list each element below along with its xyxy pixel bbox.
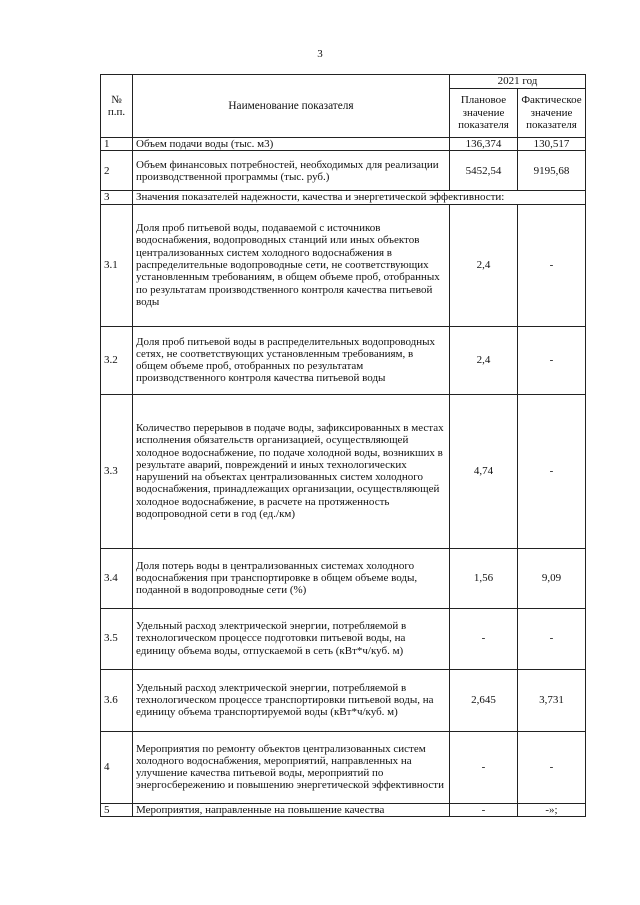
row-planned: - [450,803,518,816]
row-num: 4 [101,731,133,803]
row-actual: 130,517 [518,138,586,151]
table-row [101,394,586,548]
row-num: 3.5 [101,608,133,669]
row-planned: 2,645 [450,669,518,731]
header-planned: Плановое значение показателя [450,89,518,138]
row-name: Доля проб питьевой воды в распределительных водопроводных сетях, не соответствующих установленным требованиям, в общем объеме проб, отобранных по результатам производственного контроля качества питьевой воды [133,326,450,394]
table-row [101,731,586,803]
row-planned: 2,4 [450,204,518,326]
row-name: Объем финансовых потребностей, необходимых для реализации производственной программы (тыс. руб.) [133,151,450,191]
row-num: 1 [101,138,133,151]
row-planned: 2,4 [450,326,518,394]
row-name: Доля проб питьевой воды, подаваемой с источников водоснабжения, водопроводных станций или иных объектов централизованных систем холодного водоснабжения в распределительные водопроводные сети, не соответствующих установленным требованиям, в общем объеме проб, отобранных по результатам производственного контроля качества питьевой воды [133,204,450,326]
row-planned: - [450,608,518,669]
row-planned: 136,374 [450,138,518,151]
table-row [101,608,586,669]
row-planned: 5452,54 [450,151,518,191]
indicators-table [100,74,586,817]
row-num: 3.6 [101,669,133,731]
row-actual: 9,09 [518,548,586,608]
table-row [101,548,586,608]
row-name: Удельный расход электрической энергии, потребляемой в технологическом процессе транспортировки питьевой воды, на единицу объема транспортируемой воды (кВт*ч/куб. м) [133,669,450,731]
table-row [101,204,586,326]
header-actual: Фактическое значение показателя [518,89,586,138]
row-actual: - [518,204,586,326]
table-row-section [101,191,586,204]
header-name: Наименование показателя [133,75,450,138]
row-name: Мероприятия, направленные на повышение качества [133,803,450,816]
row-name: Количество перерывов в подаче воды, зафиксированных в местах исполнения обязательств организацией, осуществляющей холодное водоснабжение, по подаче холодной воды, возникших в результате аварий, повреждений и иных технологических нарушений на объектах централизованных систем холодного водоснабжения, принадлежащих организации, осуществляющей холодное водоснабжение, в расчете на протяженность водопроводной сети в год (ед./км) [133,394,450,548]
row-actual: 3,731 [518,669,586,731]
row-num: 2 [101,151,133,191]
table-row [101,326,586,394]
row-actual: - [518,394,586,548]
table-row [101,669,586,731]
row-num: 3 [101,191,133,204]
page-number: 3 [317,48,323,60]
row-num: 3.4 [101,548,133,608]
table-row [101,151,586,191]
row-actual: - [518,608,586,669]
row-num: 3.2 [101,326,133,394]
row-planned: - [450,731,518,803]
row-name: Мероприятия по ремонту объектов централизованных систем холодного водоснабжения, мероприятий, направленных на улучшение качества питьевой воды, мероприятий по энергосбережению и повышению энергетической эффективности [133,731,450,803]
table-row [101,803,586,816]
row-actual: -»; [518,803,586,816]
header-num: № п.п. [101,75,133,138]
row-name: Доля потерь воды в централизованных системах холодного водоснабжения при транспортировке в общем объеме воды, поданной в водопроводные сети (%) [133,548,450,608]
row-actual: - [518,731,586,803]
row-actual: - [518,326,586,394]
row-section-title: Значения показателей надежности, качества и энергетической эффективности: [133,191,586,204]
row-num: 3.1 [101,204,133,326]
header-year: 2021 год [450,75,586,89]
table-row [101,138,586,151]
row-name: Удельный расход электрической энергии, потребляемой в технологическом процессе подготовки питьевой воды, на единицу объема воды, отпускаемой в сеть (кВт*ч/куб. м) [133,608,450,669]
row-num: 3.3 [101,394,133,548]
row-actual: 9195,68 [518,151,586,191]
row-planned: 4,74 [450,394,518,548]
row-num: 5 [101,803,133,816]
row-planned: 1,56 [450,548,518,608]
row-name: Объем подачи воды (тыс. м3) [133,138,450,151]
